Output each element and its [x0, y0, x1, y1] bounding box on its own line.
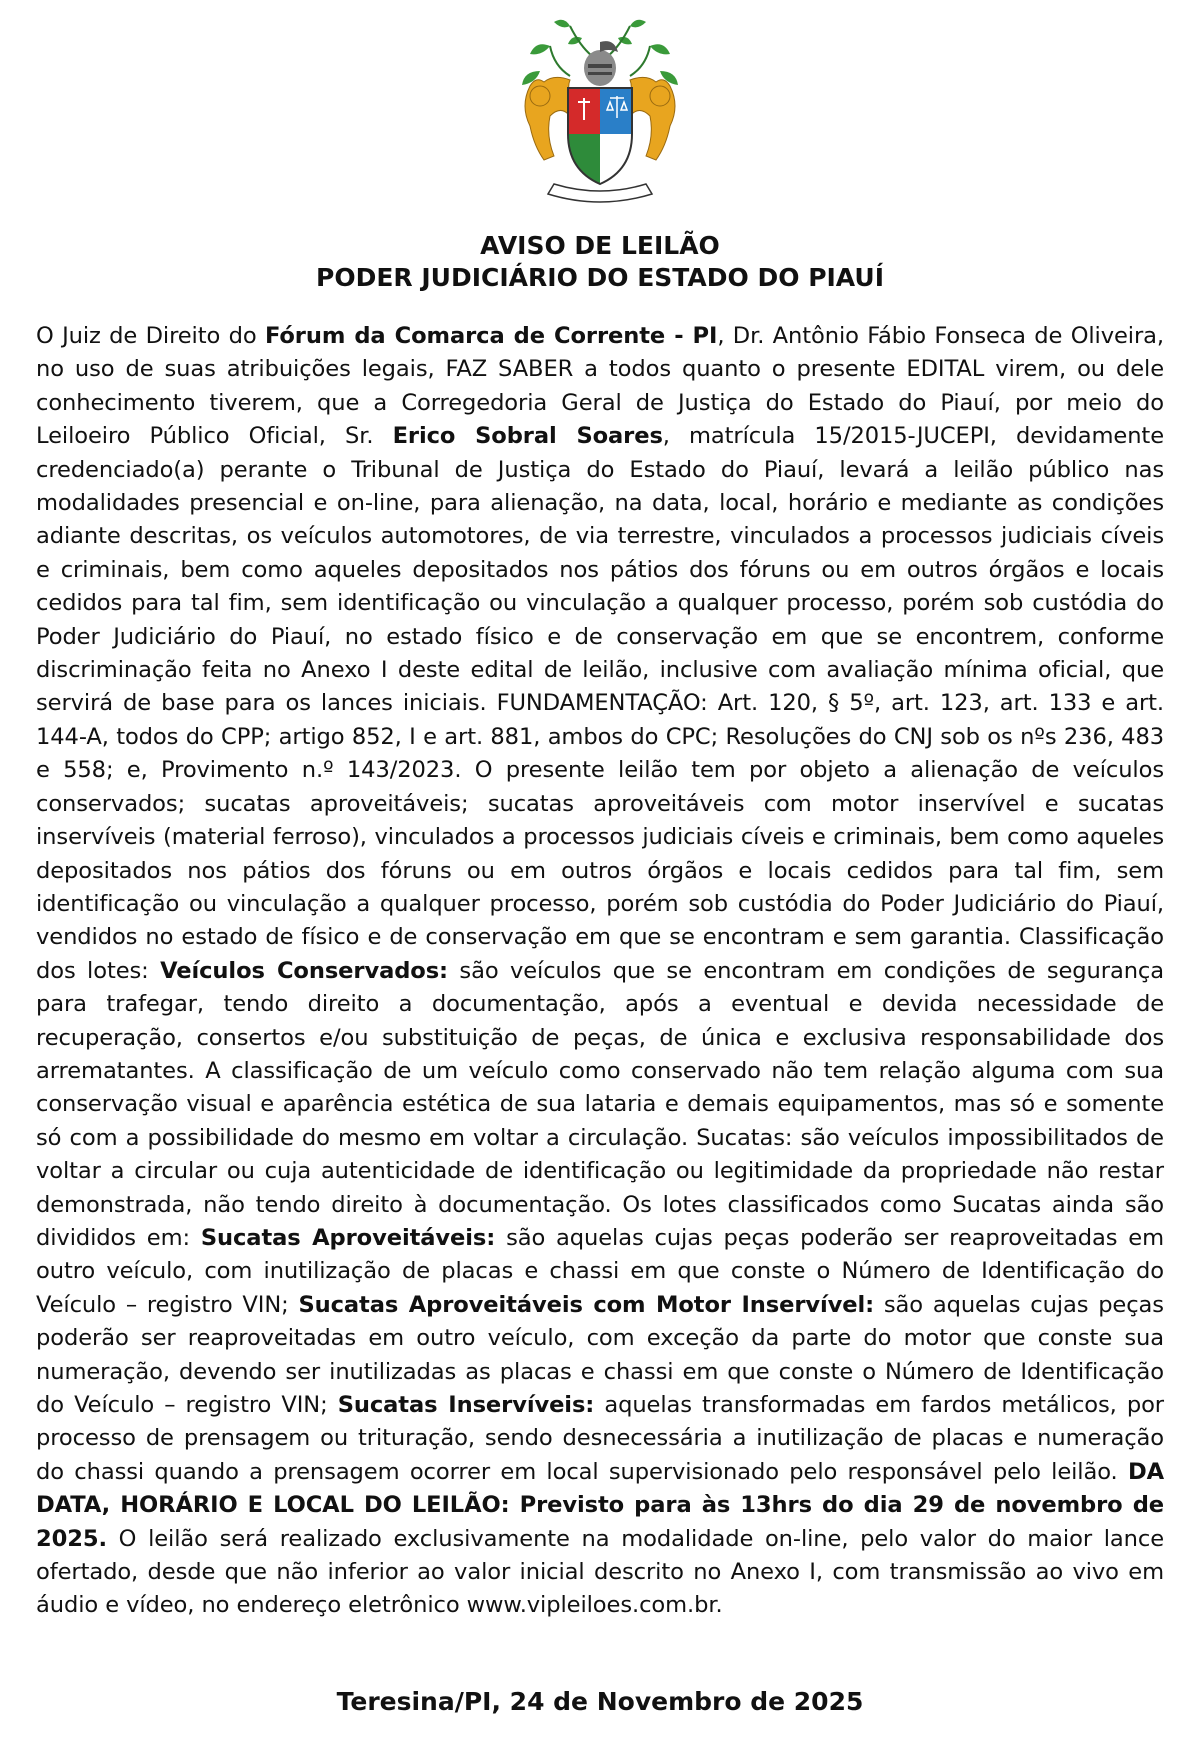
body-bold-segment: Sucatas Inservíveis:	[337, 1392, 595, 1418]
body-bold-segment: Sucatas Aproveitáveis:	[200, 1224, 496, 1251]
body-bold-segment: DA DATA, HORÁRIO E LOCAL DO LEILÃO: Previsto para às 13hrs do dia 29 de novembro de 2025.	[36, 1458, 1164, 1552]
document-subtitle: PODER JUDICIÁRIO DO ESTADO DO PIAUÍ	[316, 263, 884, 292]
notice-body	[36, 320, 1164, 1623]
body-text-segment: , Dr. Antônio Fábio Fonseca de Oliveira, no uso de suas atribuições legais, FAZ SABER a todos quanto o presente EDITAL virem, ou dele conhecimento tiverem, que a Corregedoria Geral de Justiça do Estado do Piauí, por meio do Leiloeiro Público Oficial, Sr.	[36, 323, 1165, 450]
body-bold-segment: Veículos Conservados:	[160, 957, 448, 984]
document-title: AVISO DE LEILÃO	[480, 231, 720, 260]
body-text-segment: O Juiz de Direito do	[36, 323, 265, 349]
body-text-segment: aquelas transformadas em fardos metálicos, por processo de prensagem ou trituração, sendo desnecessária a inutilização de placas e numeração do chassi quando a prensagem ocorrer em local supervisionado pelo responsável pelo leilão.	[36, 1392, 1164, 1485]
coat-of-arms-emblem	[510, 16, 690, 214]
body-bold-segment: Sucatas Aproveitáveis com Motor Inservível:	[298, 1291, 875, 1318]
body-text-segment: O leilão será realizado exclusivamente na modalidade on-line, pelo valor do maior lance ofertado, desde que não inferior ao valor inicial descrito no Anexo I, com transmissão ao vivo em áudio e vídeo, no endereço eletrônico www.vipleiloes.com.br.	[36, 1525, 1164, 1619]
body-text-segment: são aquelas cujas peças poderão ser reaproveitadas em outro veículo, com exceção da parte do motor que conste sua numeração, devendo ser inutilizadas as placas e chassi em que conste o Número de Identificação do Veículo – registro VIN;	[36, 1291, 1164, 1418]
body-text-segment: são aquelas cujas peças poderão ser reaproveitadas em outro veículo, com inutilização de placas e chassi em que conste o Número de Identificação do Veículo – registro VIN;	[36, 1224, 1164, 1318]
body-bold-segment: Erico Sobral Soares	[392, 423, 663, 450]
body-text-segment: são veículos que se encontram em condições de segurança para trafegar, tendo direito a documentação, após a eventual e devida necessidade de recuperação, consertos e/ou substituição de peças, de única e exclusiva responsabilidade dos arrematantes. A classificação de um veículo como conservado não tem relação alguma com sua conservação visual e aparência estética de sua lataria e demais equipamentos, mas só e somente só com a possibilidade do mesmo em voltar a circulação. Sucatas: são veículos impossibilitados de voltar a circular ou cuja autenticidade de identificação ou legitimidade da propriedade não restar demonstrada, não tendo direito à documentação. Os lotes classificados como Sucatas ainda são divididos em:	[36, 957, 1164, 1251]
document-heading	[0, 230, 1200, 294]
body-bold-segment: Fórum da Comarca de Corrente - PI	[264, 323, 718, 349]
body-text-segment: , matrícula 15/2015-JUCEPI, devidamente credenciado(a) perante o Tribunal de Justiça do Estado do Piauí, levará a leilão público nas modalidades presencial e on-line, para alienação, na data, local, horário e mediante as condições adiante descritas, os veículos automotores, de via terrestre, vinculados a processos judiciais cíveis e criminais, bem como aqueles depositados nos pátios dos fóruns ou em outros órgãos e locais cedidos para tal fim, sem identificação ou vinculação a qualquer processo, porém sob custódia do Poder Judiciário do Piauí, no estado físico e de conservação em que se encontrem, conforme discriminação feita no Anexo I deste edital de leilão, inclusive com avaliação mínima oficial, que servirá de base para os lances iniciais. FUNDAMENTAÇÃO: Art. 120, § 5º, art. 123, art. 133 e art. 144-A, todos do CPP; artigo 852, I e art. 881, ambos do CPC; Resoluções do CNJ sob os nºs 236, 483 e 558; e, Provimento n.º 143/2023. O presente leilão tem por objeto a alienação de veículos conservados; sucatas aproveitáveis; sucatas aproveitáveis com motor inservível e sucatas inservíveis (material ferroso), vinculados a processos judiciais cíveis e criminais, bem como aqueles depositados nos pátios dos fóruns ou em outros órgãos e locais cedidos para tal fim, sem identificação ou vinculação a qualquer processo, porém sob custódia do Poder Judiciário do Piauí, vendidos no estado de físico e de conservação em que se encontram e sem garantia. Classificação dos lotes:	[36, 423, 1164, 984]
place-and-date: Teresina/PI, 24 de Novembro de 2025	[336, 1687, 864, 1716]
